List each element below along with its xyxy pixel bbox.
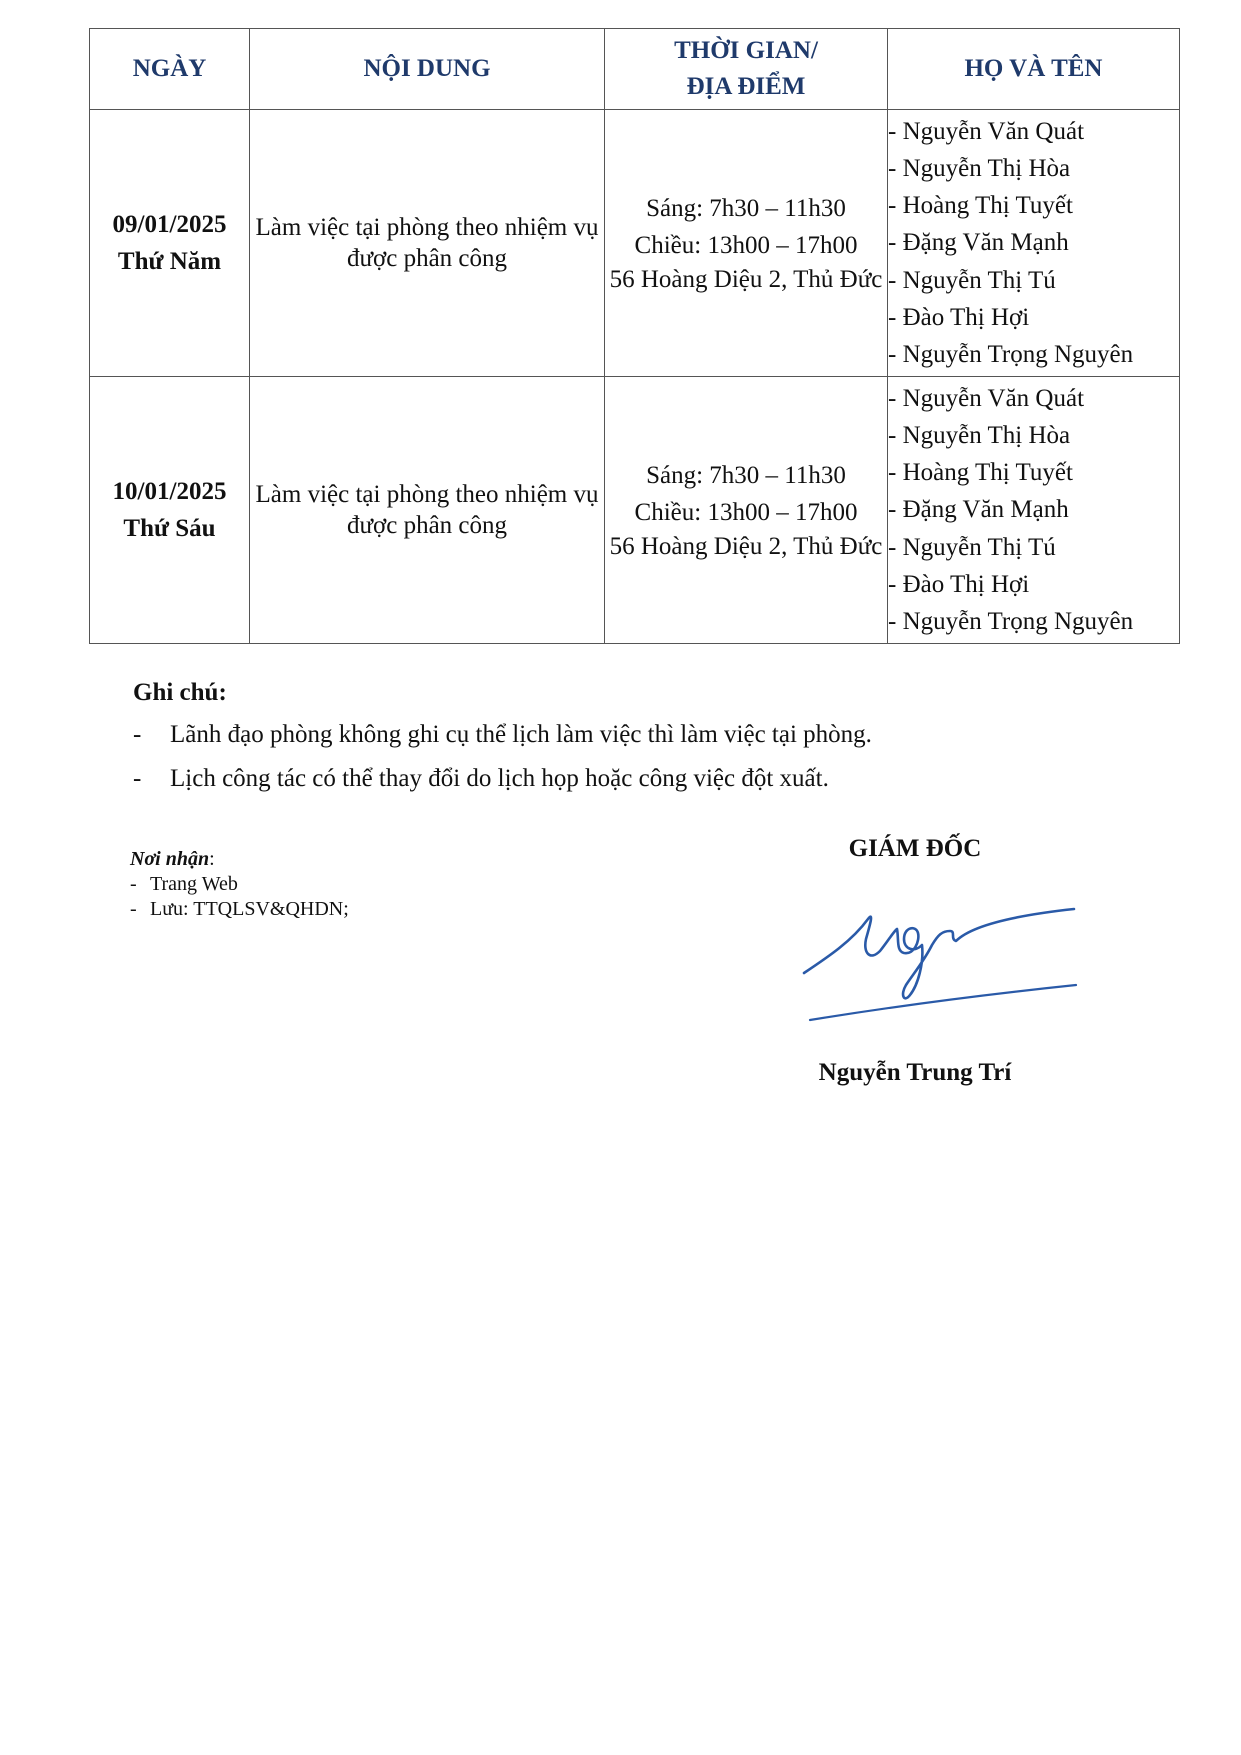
recipient-text: Trang Web (150, 873, 238, 895)
note-dash: - (133, 765, 142, 792)
recipients-section (130, 846, 630, 922)
note-text: Lãnh đạo phòng không ghi cụ thể lịch làm việc thì làm việc tại phòng. (170, 721, 872, 748)
staff-name: - Nguyễn Trọng Nguyên (888, 341, 1134, 368)
staff-name: - Nguyễn Văn Quát (888, 384, 1085, 412)
note-item (133, 717, 1033, 753)
staff-name: - Nguyễn Thị Hòa (888, 154, 1071, 182)
time-location-cell (605, 377, 888, 644)
content-cell: Làm việc tại phòng theo nhiệm vụ được phân công (250, 110, 605, 377)
notes-list (133, 717, 1033, 797)
schedule-table (89, 28, 1180, 644)
signature-underline (810, 985, 1076, 1020)
signer-name: Nguyễn Trung Trí (818, 1059, 1012, 1086)
staff-name: - Đặng Văn Mạnh (888, 229, 1069, 257)
staff-name: - Đào Thị Hợi (888, 303, 1030, 331)
header-date: NGÀY (90, 29, 250, 110)
signature-stroke (804, 909, 1074, 998)
recipient-dash: - (130, 898, 137, 920)
date-cell (90, 377, 250, 644)
recipient-item (130, 897, 630, 922)
row-weekday: Thứ Sáu (123, 515, 216, 542)
recipients-title (130, 846, 630, 872)
staff-name: - Hoàng Thị Tuyết (888, 459, 1073, 487)
content-cell: Làm việc tại phòng theo nhiệm vụ được phân công (250, 377, 605, 644)
recipient-dash: - (130, 873, 137, 895)
date-cell (90, 110, 250, 377)
staff-name: - Đặng Văn Mạnh (888, 496, 1069, 524)
row-date: 10/01/2025 (112, 478, 227, 505)
notes-section (133, 675, 1033, 805)
staff-name: - Nguyễn Thị Tú (888, 266, 1056, 294)
recipients-list (130, 872, 630, 922)
note-dash: - (133, 721, 142, 748)
header-time-location (605, 29, 888, 110)
staff-name: - Nguyễn Văn Quát (888, 117, 1085, 145)
signer-title: GIÁM ĐỐC (848, 835, 982, 862)
time-morning: Sáng: 7h30 – 11h30 (646, 462, 846, 489)
table-header-row (90, 29, 1180, 110)
staff-name: - Hoàng Thị Tuyết (888, 192, 1073, 220)
names-cell (888, 110, 1180, 377)
names-cell (888, 377, 1180, 644)
time-morning: Sáng: 7h30 – 11h30 (646, 195, 846, 222)
note-item (133, 761, 1033, 797)
table-row (90, 110, 1180, 377)
table-row (90, 377, 1180, 644)
location: 56 Hoàng Diệu 2, Thủ Đức (609, 266, 883, 293)
signature-image (800, 895, 1100, 1035)
header-content: NỘI DUNG (250, 29, 605, 110)
header-time-line1: THỜI GIAN/ (674, 37, 818, 64)
header-time-line2: ĐỊA ĐIỂM (686, 73, 806, 100)
staff-name: - Nguyễn Trọng Nguyên (888, 608, 1134, 635)
recipients-title-text: Nơi nhận (130, 848, 210, 870)
header-names: HỌ VÀ TÊN (888, 29, 1180, 110)
time-location-cell (605, 110, 888, 377)
staff-name: - Nguyễn Thị Tú (888, 533, 1056, 561)
row-date: 09/01/2025 (112, 211, 227, 238)
time-afternoon: Chiều: 13h00 – 17h00 (634, 499, 858, 526)
recipient-text: Lưu: TTQLSV&QHDN; (150, 898, 349, 920)
note-text: Lịch công tác có thể thay đổi do lịch họp hoặc công việc đột xuất. (170, 765, 829, 792)
recipients-title-colon: : (209, 848, 215, 870)
staff-name: - Nguyễn Thị Hòa (888, 421, 1071, 449)
row-weekday: Thứ Năm (117, 248, 222, 275)
notes-title: Ghi chú: (133, 679, 227, 706)
staff-name: - Đào Thị Hợi (888, 570, 1030, 598)
location: 56 Hoàng Diệu 2, Thủ Đức (609, 533, 883, 560)
time-afternoon: Chiều: 13h00 – 17h00 (634, 232, 858, 259)
recipient-item (130, 872, 630, 897)
